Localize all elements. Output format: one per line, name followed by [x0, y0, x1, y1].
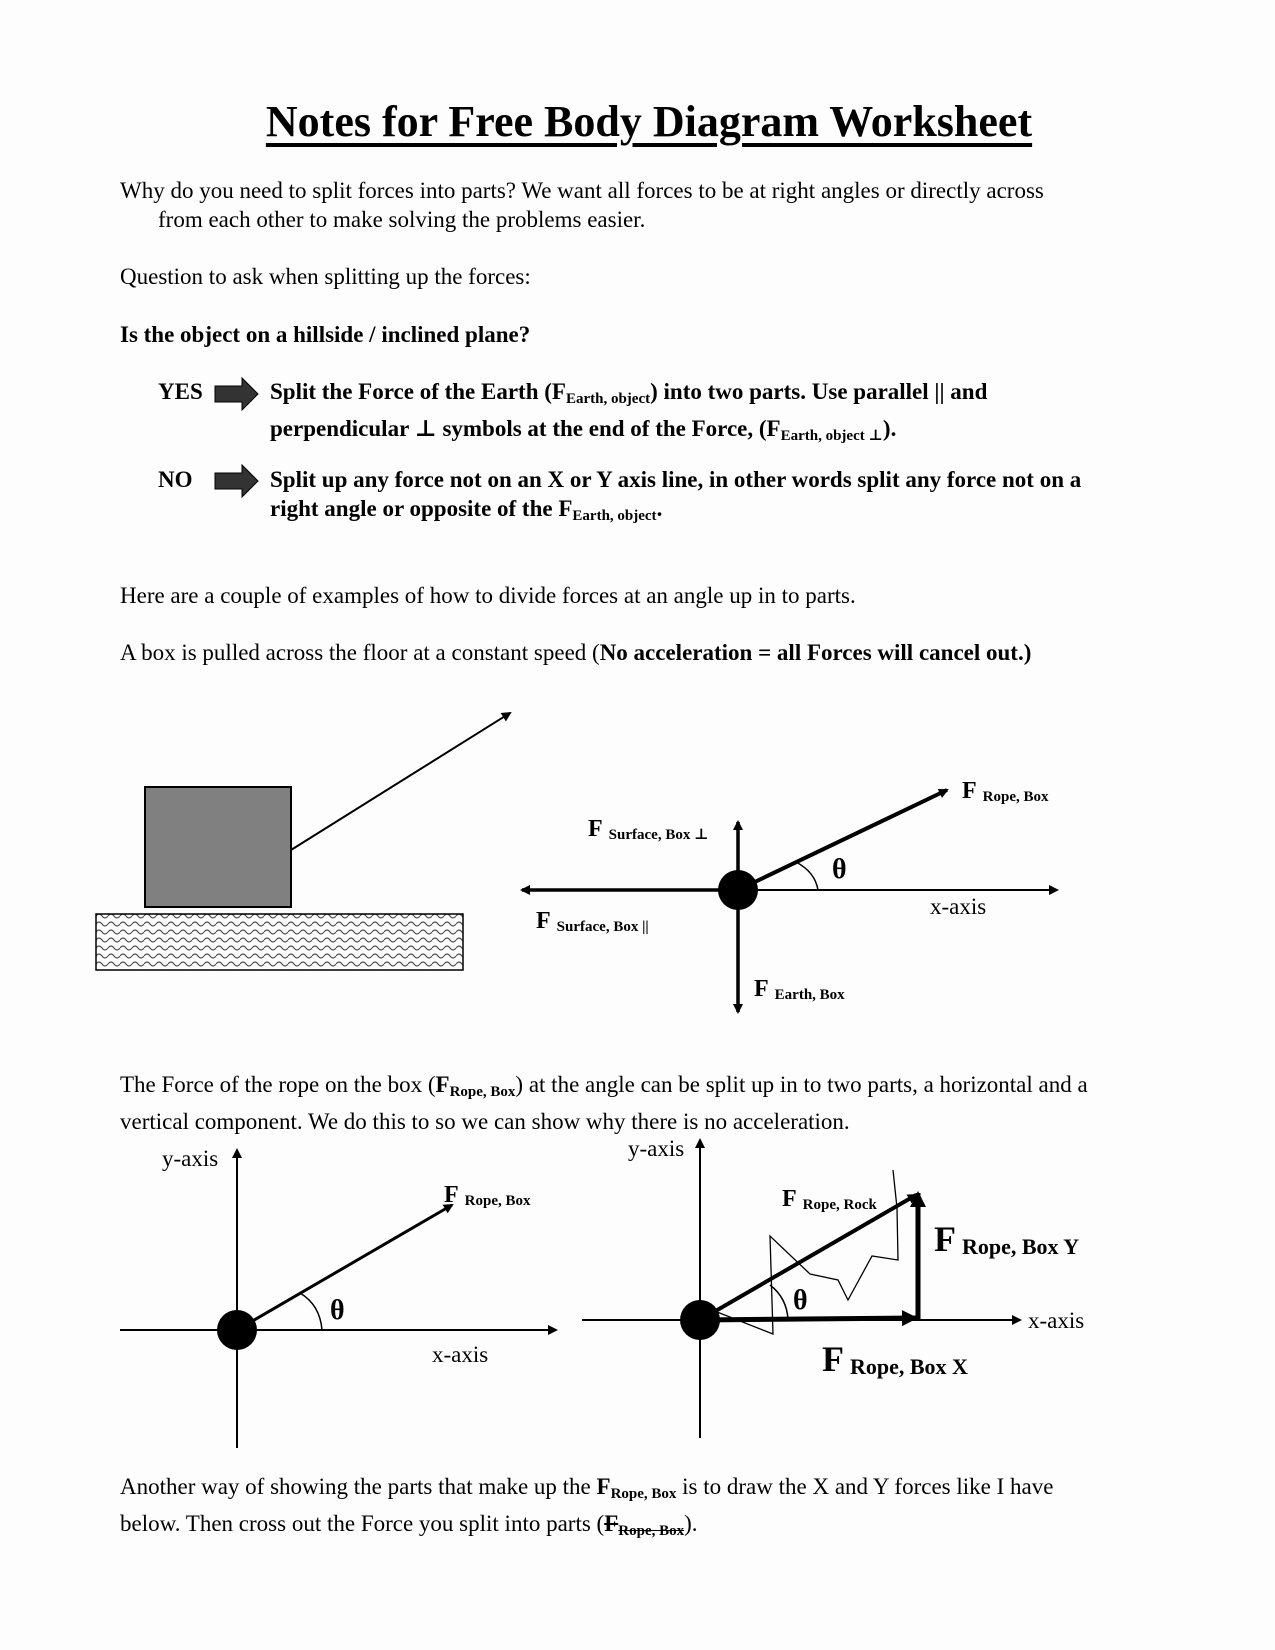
box-sentence: A box is pulled across the floor at a constant speed (No acceleration = all Forces will cancel out.)	[120, 640, 1032, 665]
label-f-rope-rock: F Rope, Rock	[782, 1186, 877, 1213]
theta-label: θ	[793, 1285, 808, 1316]
label-f-earth-box: F Earth, Box	[754, 976, 845, 1003]
box-on-floor-diagram	[96, 713, 510, 970]
examples-intro: Here are a couple of examples of how to divide forces at an angle up in to parts.	[120, 583, 856, 608]
closing-paragraph: Another way of showing the parts that make up the $F_{Rope, Box}$ is to draw the X and Y forces like I have below. Then cross out the Force you split into parts $(F_{Rope, Box})$.	[120, 1474, 1054, 1539]
question-heading: Is the object on a hillside / inclined plane?	[120, 322, 531, 347]
floor-shape	[96, 914, 463, 970]
x-axis-label: x-axis	[1028, 1308, 1085, 1333]
component-paragraph: The Force of the rope on the box $(F_{Rope, Box})$ at the angle can be split up in to two parts, a horizontal and a vertical component. We do this to so we can show why there is no acceleration.	[120, 1072, 1088, 1134]
label-f-rope-box: F Rope, Box	[962, 778, 1049, 805]
rope-arrow	[291, 713, 510, 850]
intro-line-1: Why do you need to split forces into parts? We want all forces to be at right angles or directly across	[120, 178, 1044, 203]
question-prompt: Question to ask when splitting up the forces:	[120, 264, 531, 289]
x-axis-label: x-axis	[930, 894, 987, 919]
answer-no-key: NO	[158, 467, 193, 492]
x-axis-label: x-axis	[432, 1342, 489, 1367]
y-axis-label: y-axis	[628, 1136, 685, 1161]
intro-line-2: from each other to make solving the problems easier.	[158, 207, 646, 232]
label-f-rope-box-y: F Rope, Box Y	[934, 1219, 1080, 1259]
page-title: Notes for Free Body Diagram Worksheet	[265, 97, 1033, 146]
label-f-rope-box-x: F Rope, Box X	[822, 1339, 968, 1379]
label-f-surface-perp: F Surface, Box ⊥	[588, 816, 709, 843]
answer-yes-text: Split the Force of the Earth (FEarth, object) into two parts. Use parallel || and perpendicular ⊥ symbols at the end of the Force, (FEarth, object ⊥).	[270, 379, 988, 444]
theta-label: θ	[330, 1295, 345, 1326]
box-shape	[145, 787, 291, 907]
y-axis-label: y-axis	[162, 1146, 219, 1171]
answer-yes-key: YES	[158, 379, 203, 404]
answer-no-text: Split up any force not on an X or Y axis line, in other words split any force not on a right angle or opposite of the FEarth, object.	[270, 467, 1082, 524]
theta-label: θ	[832, 854, 847, 885]
label-f-surface-parallel: F Surface, Box ||	[536, 908, 649, 935]
label-f-rope-box: F Rope, Box	[444, 1182, 531, 1209]
